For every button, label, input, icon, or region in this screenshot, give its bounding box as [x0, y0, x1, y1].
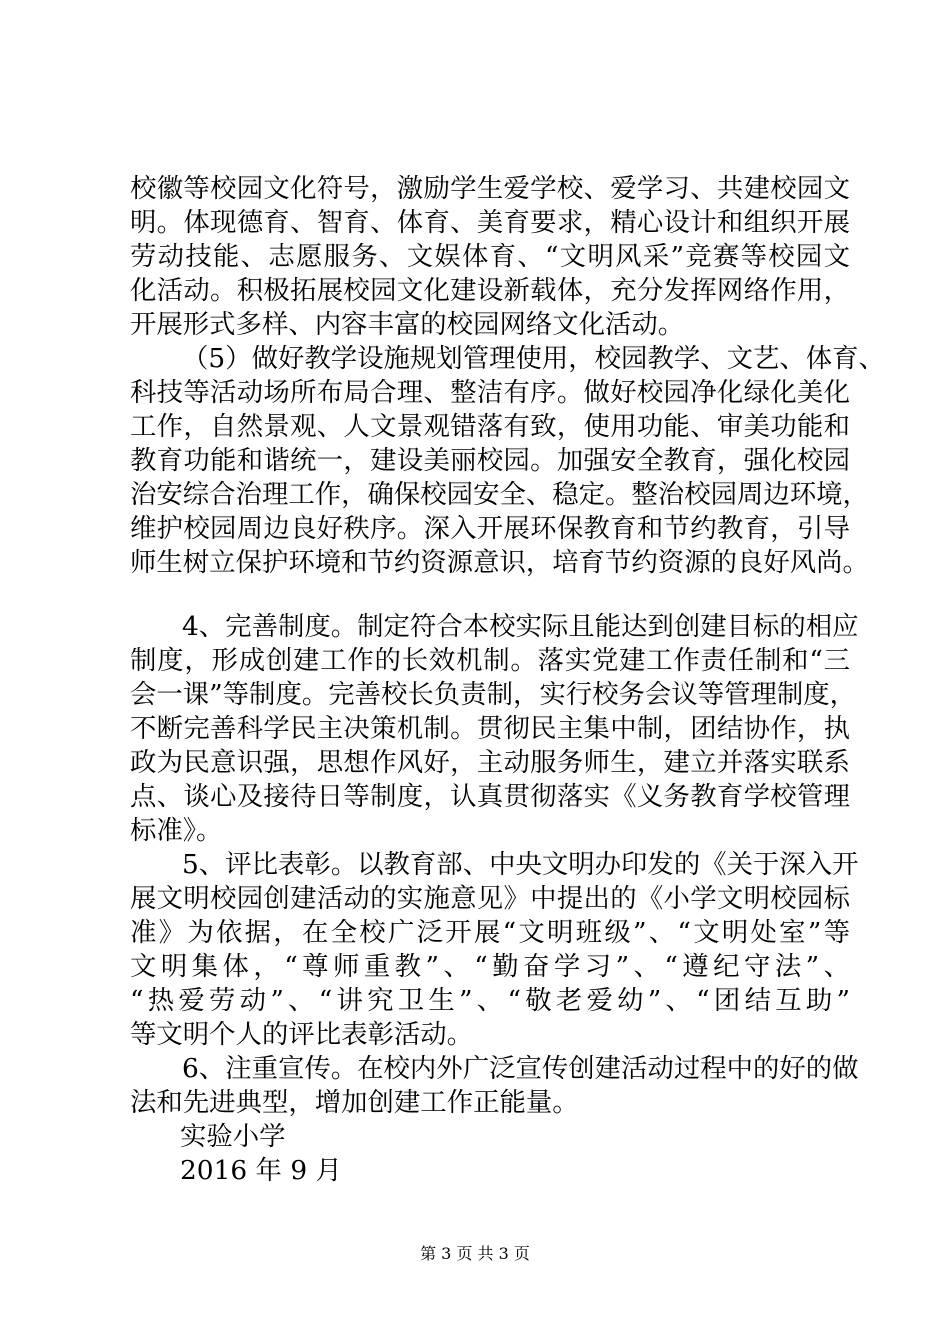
body-text-line: 5、评比表彰。以教育部、中央文明办印发的《关于深入开: [182, 849, 859, 880]
body-text-line: 展文明校园创建活动的实施意见》中提出的《小学文明校园标: [130, 883, 850, 914]
body-text-line: 科技等活动场所布局合理、整洁有序。做好校园净化绿化美化: [130, 377, 850, 408]
body-text-line: 制度，形成创建工作的长效机制。落实党建工作责任制和“三: [130, 645, 850, 676]
body-text-line: 明。体现德育、智育、体育、美育要求，精心设计和组织开展: [130, 207, 850, 238]
body-text-line: 维护校园周边良好秩序。深入开展环保教育和节约教育，引导: [130, 513, 850, 544]
body-text-line: 化活动。积极拓展校园文化建设新载体，充分发挥网络作用，: [130, 275, 850, 306]
body-text-line: 4、完善制度。制定符合本校实际且能达到创建目标的相应: [182, 611, 859, 642]
page-number-footer: 第 3 页 共 3 页: [420, 1244, 530, 1263]
body-text-line: 文明集体，“尊师重教”、“勤奋学习”、“遵纪守法”、: [130, 951, 850, 982]
body-text-line: 法和先进典型，增加创建工作正能量。: [130, 1087, 579, 1118]
body-text-line: 点、谈心及接待日等制度，认真贯彻落实《义务教育学校管理: [130, 781, 850, 812]
body-text-line: 治安综合治理工作，确保校园安全、稳定。整治校园周边环境，: [130, 479, 869, 510]
body-text-line: 准》为依据，在全校广泛开展“文明班级”、“文明处室”等: [130, 917, 850, 948]
body-text-line: 师生树立保护环境和节约资源意识，培育节约资源的良好风尚。: [130, 547, 869, 578]
body-text-line: 校徽等校园文化符号，激励学生爱学校、爱学习、共建校园文: [130, 173, 850, 204]
body-text-line: 6、注重宣传。在校内外广泛宣传创建活动过程中的好的做: [182, 1053, 859, 1084]
body-text-line: 教育功能和谐统一，建设美丽校园。加强安全教育，强化校园: [130, 445, 850, 476]
body-text-line: 等文明个人的评比表彰活动。: [130, 1019, 474, 1050]
body-text-line: 不断完善科学民主决策机制。贯彻民主集中制，团结协作，执: [130, 713, 850, 744]
body-text-line: （5）做好教学设施规划管理使用，校园教学、文艺、体育、: [182, 343, 885, 374]
document-date: 2016 年 9 月: [180, 1155, 342, 1186]
body-text-line: 会一课”等制度。完善校长负责制，实行校务会议等管理制度，: [130, 679, 857, 710]
body-text-line: 政为民意识强，思想作风好，主动服务师生，建立并落实联系: [130, 747, 850, 778]
signature-text: 实验小学: [180, 1121, 286, 1152]
body-text-line: 标准》。: [130, 815, 223, 846]
body-text-line: 开展形式多样、内容丰富的校园网络文化活动。: [130, 309, 685, 340]
body-text-line: 工作，自然景观、人文景观错落有致，使用功能、审美功能和: [130, 411, 850, 442]
body-text-line: 劳动技能、志愿服务、文娱体育、“文明风采”竞赛等校园文: [130, 241, 850, 272]
body-text-line: “热爱劳动”、“讲究卫生”、“敬老爱幼”、“团结互助”: [130, 985, 850, 1016]
